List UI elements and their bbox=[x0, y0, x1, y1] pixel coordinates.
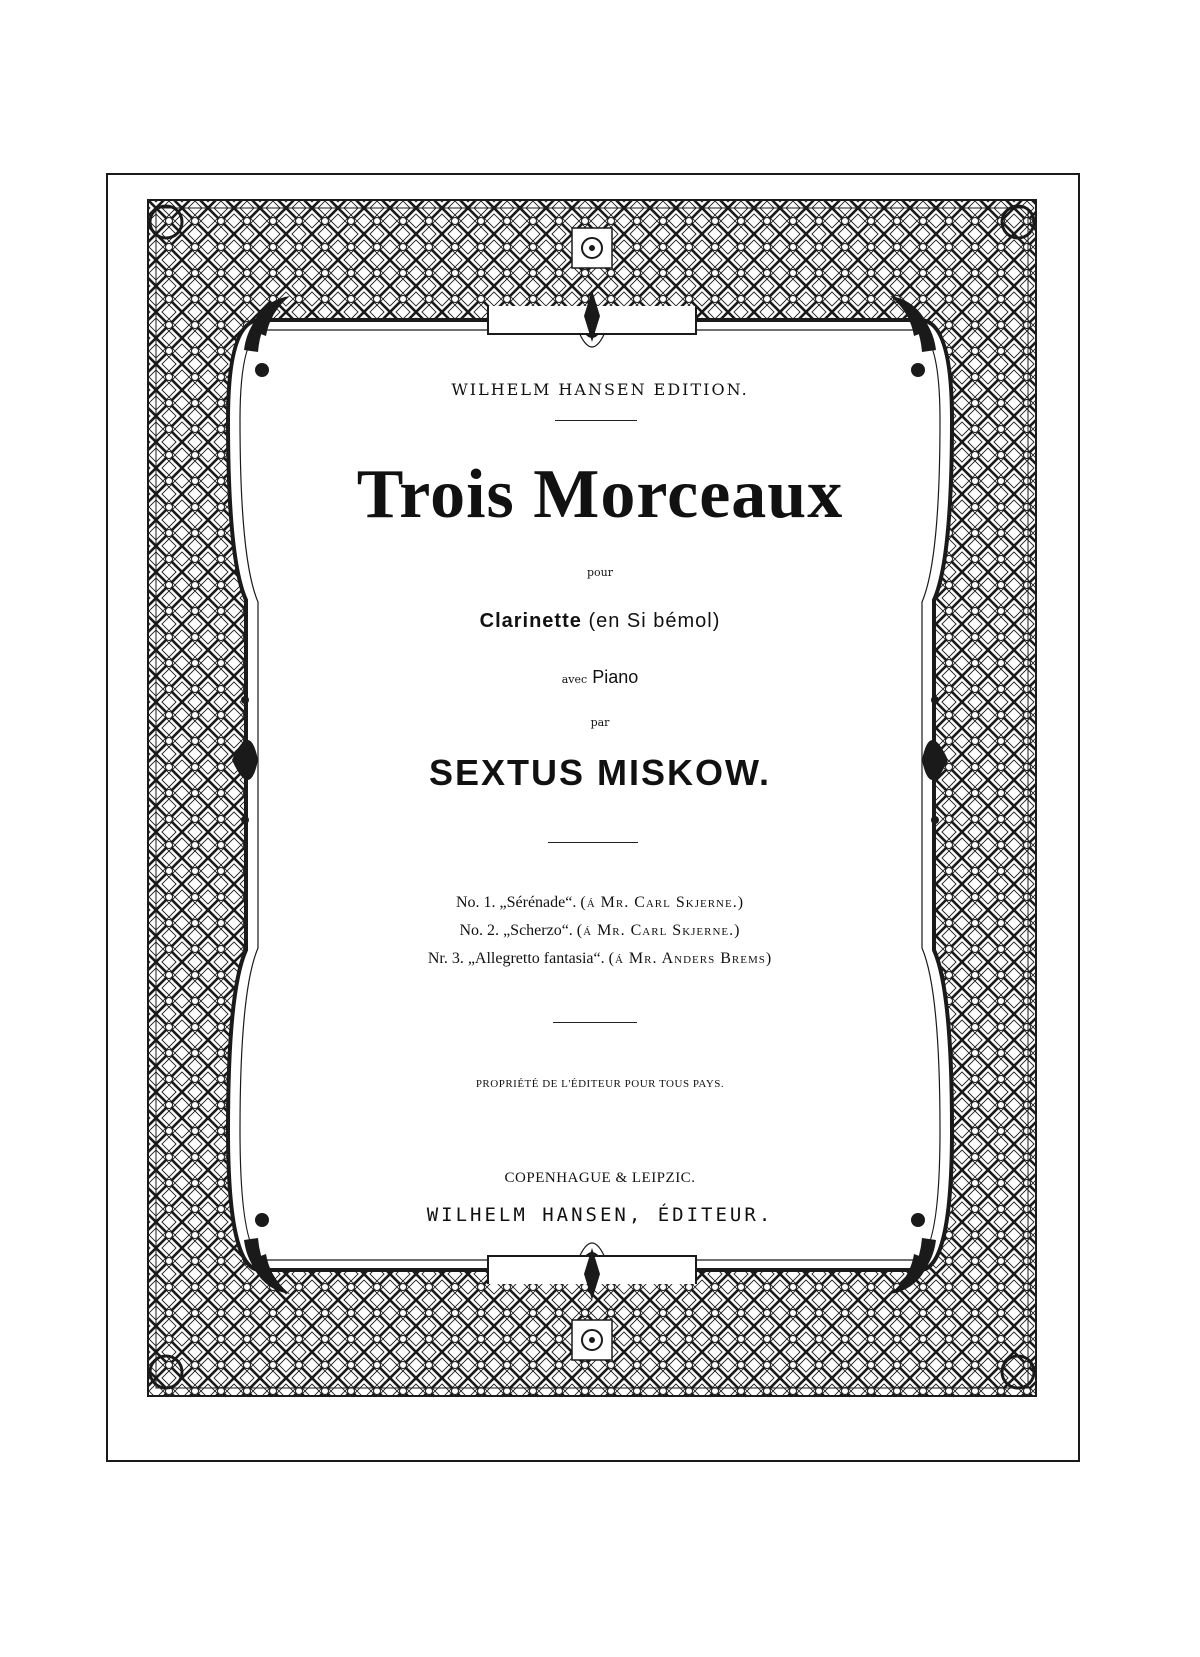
piece-dedication: (á Mr. Carl Skjerne.) bbox=[580, 894, 745, 911]
publisher-city: COPENHAGUE & LEIPZIC. bbox=[504, 1170, 696, 1186]
piece-item bbox=[0, 945, 1200, 973]
piece-item bbox=[0, 889, 1200, 917]
divider-lower bbox=[553, 1022, 637, 1023]
edition-header: WILHELM HANSEN EDITION. bbox=[451, 380, 749, 399]
connector-pour: pour bbox=[586, 566, 613, 579]
accompaniment-line bbox=[0, 667, 1200, 688]
piece-number: No. 2. bbox=[459, 922, 500, 939]
rights-notice: PROPRIÉTÉ DE L'ÉDITEUR POUR TOUS PAYS. bbox=[475, 1078, 725, 1090]
accompaniment-prefix: avec bbox=[561, 673, 588, 686]
piece-list bbox=[0, 889, 1200, 973]
composer-name: SEXTUS MISKOW. bbox=[428, 752, 772, 793]
divider-middle bbox=[548, 842, 638, 843]
divider-top bbox=[555, 420, 637, 421]
piece-title: „Allegretto fantasia“. bbox=[467, 950, 605, 967]
piece-number: No. 1. bbox=[455, 894, 496, 911]
piece-title: „Sérénade“. bbox=[499, 894, 577, 911]
piece-item bbox=[0, 917, 1200, 945]
accompaniment-name: Piano bbox=[592, 667, 639, 687]
rosette-bottom-icon bbox=[572, 1320, 612, 1360]
connector-par: par bbox=[590, 716, 610, 729]
publisher-name: WILHELM HANSEN, ÉDITEUR. bbox=[426, 1204, 774, 1226]
piece-title: „Scherzo“. bbox=[503, 922, 573, 939]
rosette-top-icon bbox=[572, 228, 612, 268]
piece-number: Nr. 3. bbox=[427, 950, 464, 967]
work-title: Trois Morceaux bbox=[356, 456, 844, 533]
instrument-name: Clarinette bbox=[479, 610, 582, 632]
piece-dedication: (á Mr. Carl Skjerne.) bbox=[576, 922, 741, 939]
instrument-key: (en Si bémol) bbox=[588, 610, 721, 632]
instrument-line bbox=[0, 610, 1200, 633]
piece-dedication: (á Mr. Anders Brems) bbox=[608, 950, 773, 967]
